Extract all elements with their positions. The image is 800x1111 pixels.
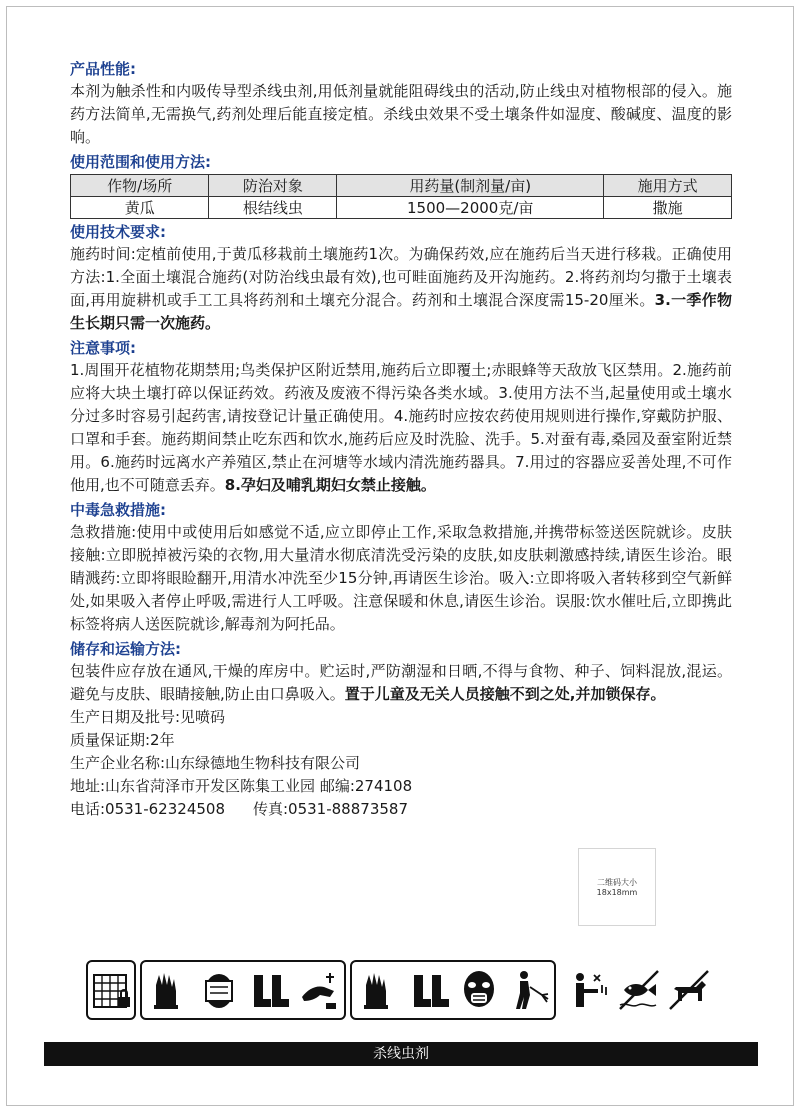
performance-heading: 产品性能:: [70, 60, 136, 78]
cautions-heading: 注意事项:: [70, 339, 136, 357]
usage-header-method: 施用方式: [604, 175, 732, 197]
usage-table: [70, 174, 732, 219]
usage-header-target: 防治对象: [209, 175, 337, 197]
usage-cell-crop: 黄瓜: [71, 197, 209, 219]
cautions-paragraph: [70, 359, 732, 497]
respirator-mask-icon: [456, 967, 502, 1013]
usage-cell-dosage: 1500—2000克/亩: [337, 197, 604, 219]
usage-header-crop: 作物/场所: [71, 175, 209, 197]
cautions-text: 1.周围开花植物花期禁用;鸟类保护区附近禁用,施药后立即覆土;赤眼蜂等天敌放飞区禁用。2.施药前应将大块土壤打碎以保证药效。药液及废液不得污染各类水域。3.使用方法不当,起量使用或土壤水分过多时容易引起药害,请按登记计量正确使用。4.施药时应按农药使用规则进行操作,穿戴防护服、口罩和手套。施药期间禁止吃东西和饮水,施药后应及时洗脸、洗手。5.对蚕有毒,桑园及蚕室附近禁用。6.施药时远离水产养殖区,禁止在河塘等水域内清洗施药器具。7.用过的容器应妥善处理,不可作他用,也不可随意丢弃。: [70, 361, 732, 494]
usage-header-dosage: 用药量(制剂量/亩): [337, 175, 604, 197]
footer-bar: [44, 1042, 758, 1066]
performance-text: 本剂为触杀性和内吸传导型杀线虫剂,用低剂量就能阻碍线虫的活动,防止线虫对植物根部的侵入。施药方法简单,无需换气,药剂处理后能直接定植。杀线虫效果不受土壤条件如湿度、酸碱度、温度的影响。: [70, 82, 732, 146]
usage-table-header-row: [71, 175, 732, 197]
qr-size: 18x18mm: [596, 888, 638, 897]
contact-line: [70, 798, 732, 821]
gloves-icon: [146, 967, 192, 1013]
firstaid-text: 急救措施:使用中或使用后如感觉不适,应立即停止工作,采取急救措施,并携带标签送医院就诊。皮肤接触:立即脱掉被污染的衣物,用大量清水彻底清洗受污染的皮肤,如皮肤刺激感持续,请医生诊治。眼睛溅药:立即将眼睑翻开,用清水冲洗至少15分钟,再请医生诊治。吸入:立即将吸入者转移到空气新鲜处,如果吸入者停止呼吸,需进行人工呼吸。注意保暖和休息,请医生诊治。误服:饮水催吐后,立即携此标签将病人送医院就诊,解毒剂为阿托品。: [70, 523, 732, 633]
usage-table-row: [71, 197, 732, 219]
face-shield-icon: [196, 967, 242, 1013]
usage-cell-method: 撒施: [604, 197, 732, 219]
sprayer-icon: [506, 967, 552, 1013]
usage-cell-target: 根结线虫: [209, 197, 337, 219]
storage-text: 包装件应存放在通风,干燥的库房中。贮运时,严防潮湿和日晒,不得与食物、种子、饲料混放,混运。避免与皮肤、眼睛接触,防止由口鼻吸入。: [70, 662, 732, 703]
gloves-icon: [356, 967, 402, 1013]
storage-bold-text: 置于儿童及无关人员接触不到之处,并加锁保存。: [344, 685, 666, 703]
storage-paragraph: [70, 660, 732, 706]
usage-heading: 使用范围和使用方法:: [70, 153, 211, 171]
cautions-bold-text: 8.孕妇及哺乳期妇女禁止接触。: [224, 476, 436, 494]
fax: 传真:0531-88873587: [253, 800, 408, 818]
production-date: 生产日期及批号:见喷码: [70, 708, 226, 726]
qr-code-placeholder: [578, 848, 656, 926]
wash-hands-icon: [296, 967, 342, 1013]
dangerous-to-fish-icon: [616, 967, 662, 1013]
technique-heading: 使用技术要求:: [70, 223, 166, 241]
technique-text: 施药时间:定植前使用,于黄瓜移栽前土壤施药1次。为确保药效,应在施药后当天进行移栽。正确使用方法:1.全面土壤混合施药(对防治线虫最有效),也可畦面施药及开沟施药。2.将药剂均匀撒于土壤表面,再用旋耕机或手工工具将药剂和土壤充分混合。药剂和土壤混合深度需15-20厘米。: [70, 245, 732, 309]
product-info: [70, 706, 732, 821]
store-locked-icon: [88, 967, 134, 1013]
boots-icon: [246, 967, 292, 1013]
technique-bold-text: 3.一季作物生长期只需一次施药。: [70, 291, 732, 332]
phone: 电话:0531-62324508: [70, 800, 225, 818]
firstaid-heading: 中毒急救措施:: [70, 501, 166, 519]
footer-label: 杀线虫剂: [373, 1046, 429, 1062]
company-name: 生产企业名称:山东绿德地生物科技有限公司: [70, 754, 361, 772]
dangerous-to-livestock-icon: [666, 967, 712, 1013]
storage-heading: 储存和运输方法:: [70, 640, 181, 658]
safety-pictograms: [86, 960, 726, 1024]
boots-icon: [406, 967, 452, 1013]
shelf-life: 质量保证期:2年: [70, 731, 175, 749]
address: 地址:山东省菏泽市开发区陈集工业园 邮编:274108: [70, 777, 413, 795]
label-content: [70, 56, 732, 821]
qr-label: 二维码大小: [597, 878, 637, 887]
wash-after-use-icon: [566, 967, 612, 1013]
technique-paragraph: [70, 243, 732, 335]
